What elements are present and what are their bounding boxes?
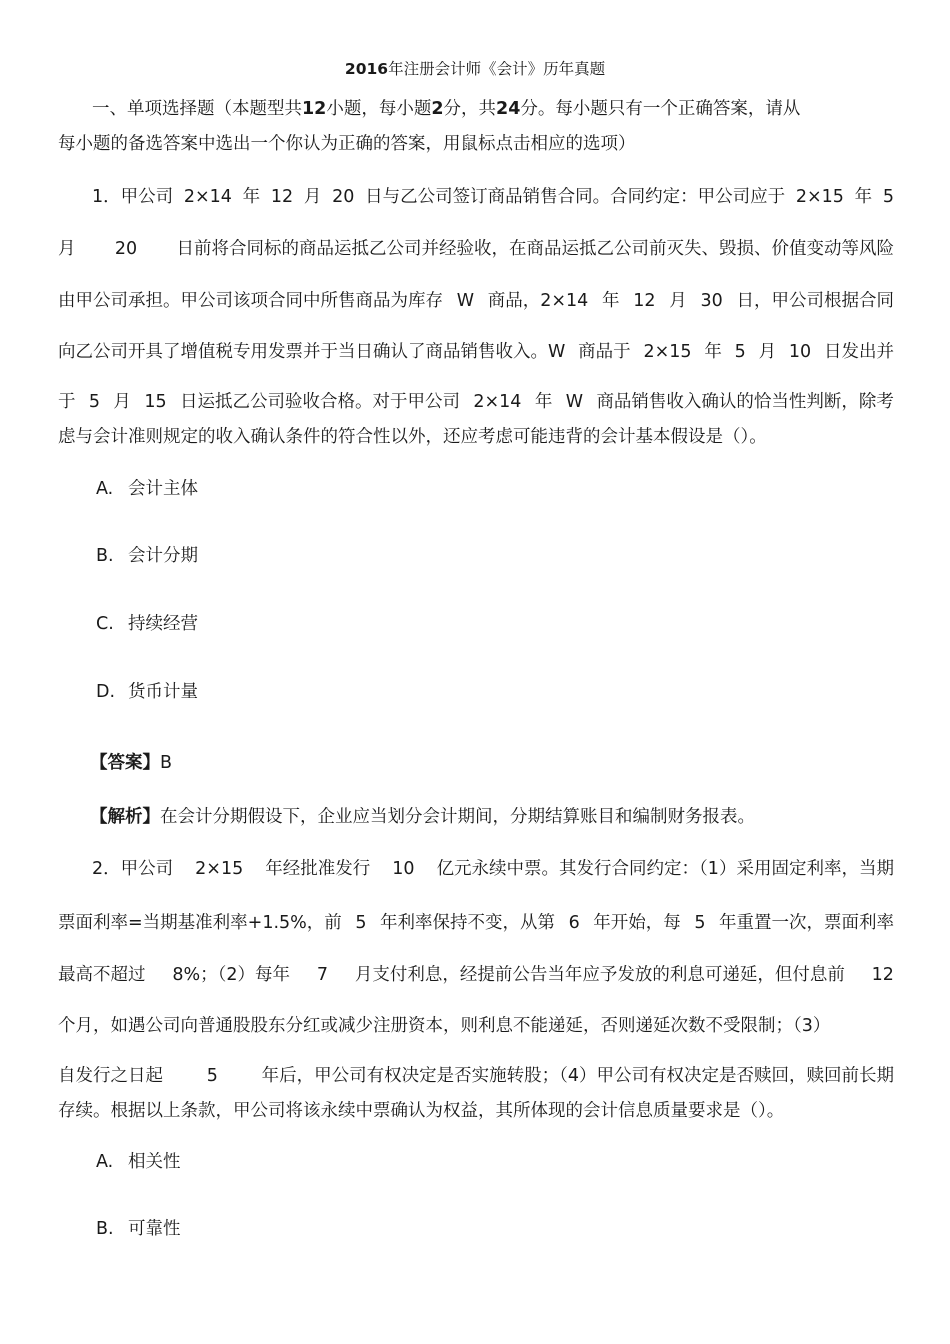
q2-line: 2．甲公司 2×15 年经批准发行 10 亿元永续中票。其发行合同约定：（1）采用固定利率，当期 [92, 859, 894, 879]
q2-line: 自发行之日起 5 年后，甲公司有权决定是否实施转股；（4）甲公司有权决定是否赎回，赎回前长期 [58, 1066, 894, 1086]
section-heading-line-2: 每小题的备选答案中选出一个你认为正确的答案，用鼠标点击相应的选项） [58, 134, 636, 154]
analysis-label: 【解析】 [90, 807, 160, 827]
points-each: 2 [431, 99, 444, 119]
q1-line: 于 5 月 15 日运抵乙公司验收合格。对于甲公司 2×14 年 W 商品销售收入确认的恰当性判断，除考 [58, 392, 894, 412]
q2-line: 存续。根据以上条款，甲公司将该永续中票确认为权益，其所体现的会计信息质量要求是（）。 [58, 1101, 785, 1121]
answer-value: B [160, 753, 173, 773]
q1-line: 1．甲公司 2×14 年 12 月 20 日与乙公司签订商品销售合同。合同约定：甲公司应于 2×15 年 5 [92, 187, 894, 207]
q1-line: 月 20 日前将合同标的商品运抵乙公司并经验收，在商品运抵乙公司前灭失、毁损、价值变动等风险 [58, 239, 894, 259]
document-title [0, 58, 950, 80]
question-count: 12 [302, 99, 327, 119]
q2-option-a[interactable]: A. 相关性 [96, 1152, 181, 1172]
q1-line: 由甲公司承担。甲公司该项合同中所售商品为库存 W 商品，2×14 年 12 月 30 日，甲公司根据合同 [58, 291, 894, 311]
q1-analysis [90, 804, 755, 830]
q2-option-b[interactable]: B. 可靠性 [96, 1219, 181, 1239]
analysis-text: 在会计分期假设下，企业应当划分会计期间，分期结算账目和编制财务报表。 [160, 807, 755, 827]
q1-line: 向乙公司开具了增值税专用发票并于当日确认了商品销售收入。W 商品于 2×15 年 5 月 10 日发出并 [58, 342, 894, 362]
q2-line: 最高不超过 8%；（2）每年 7 月支付利息，经提前公告当年应予发放的利息可递延，但付息前 12 [58, 965, 894, 985]
q1-option-b[interactable]: B. 会计分期 [96, 546, 198, 566]
q2-line: 个月，如遇公司向普通股股东分红或减少注册资本，则利息不能递延，否则递延次数不受限制；（3） [58, 1016, 831, 1036]
section-heading-line-1: 一、单项选择题（本题型共 12 小题，每小题 2 分，共 24 分。每小题只有一个正确答案，请从 [92, 96, 894, 122]
q2-line: 票面利率=当期基准利率+1.5%，前 5 年利率保持不变，从第 6 年开始，每 5 年重置一次，票面利率 [58, 913, 894, 933]
title-year: 2016 [344, 60, 389, 78]
q1-line: 虑与会计准则规定的收入确认条件的符合性以外，还应考虑可能违背的会计基本假设是（）。 [58, 427, 767, 447]
q1-option-d[interactable]: D. 货币计量 [96, 682, 198, 702]
title-text: 年注册会计师《会计》历年真题 [388, 60, 606, 78]
q1-option-c[interactable]: C. 持续经营 [96, 614, 198, 634]
points-total: 24 [496, 99, 521, 119]
answer-label: 【答案】 [90, 753, 160, 773]
q1-answer [90, 750, 172, 776]
q1-option-a[interactable]: A. 会计主体 [96, 479, 198, 499]
